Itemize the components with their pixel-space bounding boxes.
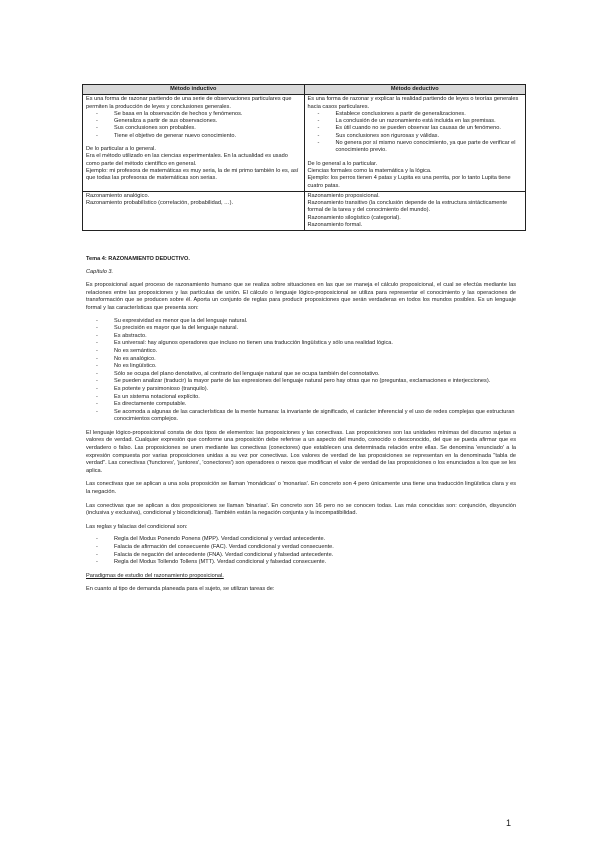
deductive-list <box>308 111 523 155</box>
deductive-type: Razonamiento formal. <box>307 222 363 229</box>
list-item: - Falacia de negación del antecedente (FNA). Verdad condicional y falsedad antecedente. <box>114 552 516 560</box>
paragraph: En cuanto al tipo de demanda planeada para el sujeto, se utilizan tareas de: <box>86 586 275 593</box>
paragraph: Es proposicional aquel proceso de razonamiento humano que se realiza sobre situaciones en las que se maneja el cálculo proposicional, el cual se efectúa mediante las relaciones entre las proposiciones y las partículas de unión. El cálculo o lenguaje lógico-proposicional se utiliza para representar el conocimiento y las operaciones de transformación que se producen sobre él. Aporta un conjunto de reglas para producir proposiciones que serán verdaderas en todos los mundos posibles. Es un lenguaje formal y las características que presenta son: <box>86 282 516 311</box>
list-item: - Se acomoda a algunas de las características de la mente humana: la invariante de significado, el carácter inferencial y el uso de redes complejas que estructuran conocimientos complejos. <box>114 409 516 424</box>
list-item: - No genera por sí mismo nuevo conocimiento, ya que parte de verificar el conocimiento previo. <box>336 140 523 155</box>
list-item: - Es universal: hay algunos operadores que incluso no tienen una traducción lingüística y sólo una realidad lógica. <box>114 340 516 348</box>
list-item: - La conclusión de un razonamiento está incluida en las premisas. <box>336 118 523 125</box>
list-item: - Tiene el objetivo de generar nuevo conocimiento. <box>114 133 301 140</box>
list-item: - Su precisión es mayor que la del lenguaje natural. <box>114 325 516 333</box>
cell-deductive-description <box>304 95 526 192</box>
paragraph: Las reglas y falacias del condicional son: <box>86 523 188 530</box>
inductive-usage: Era el método utilizado en las ciencias experimentales. En la actualidad es usado como parte del método científico en general. <box>86 153 288 167</box>
features-list <box>86 318 516 424</box>
header-inductive: Método inductivo <box>83 85 305 95</box>
deductive-direction: De lo general a lo particular. <box>307 160 378 167</box>
list-item: - Es abstracto. <box>114 333 516 341</box>
cell-deductive-types <box>304 191 526 230</box>
table-row <box>83 191 526 230</box>
list-item: - No es semántico. <box>114 348 516 356</box>
inductive-intro: Es una forma de razonar partiendo de una serie de observaciones particulares que permiten la producción de leyes y conclusiones generales. <box>86 96 292 110</box>
cell-inductive-types <box>83 191 305 230</box>
topic-title: Tema 4: RAZONAMIENTO DEDUCTIVO. <box>86 256 190 262</box>
list-item: - No es lingüístico. <box>114 363 516 371</box>
section-heading: Paradigmas de estudio del razonamiento proposicional. <box>86 572 224 579</box>
list-item: - Regla del Modus Tollendo Tollens (MTT). Verdad condicional y falsedad consecuente. <box>114 559 516 567</box>
list-item: - Sus conclusiones son probables. <box>114 125 301 132</box>
list-item: - Es un sistema notacional explícito. <box>114 394 516 402</box>
list-item: - Establece conclusiones a partir de generalizaciones. <box>336 111 523 118</box>
header-deductive: Método deductivo <box>304 85 526 95</box>
body-text <box>86 256 516 594</box>
deductive-type: Razonamiento proposicional. <box>307 192 380 199</box>
deductive-intro: Es una forma de razonar y explicar la realidad partiendo de leyes o teorías generales hacia casos particulares. <box>307 96 519 110</box>
list-item: - Generaliza a partir de sus observaciones. <box>114 118 301 125</box>
inductive-list <box>86 111 301 140</box>
deductive-example: Ejemplo: los perros tienen 4 patas y Lupita es una perrita, por lo tanto Lupita tiene cuatro patas. <box>307 175 511 189</box>
list-item: - Se basa en la observación de hechos y fenómenos. <box>114 111 301 118</box>
table-row <box>83 95 526 192</box>
page-number: 1 <box>506 818 512 828</box>
cell-inductive-description <box>83 95 305 192</box>
list-item: - Sólo se ocupa del plano denotativo, al contrario del lenguaje natural que se ocupa también del connotativo. <box>114 371 516 379</box>
table-header-row <box>83 85 526 95</box>
paragraph: Las conectivas que se aplican a una sola proposición se llaman 'monádicas' o 'monarias'. En concreto son 4 pero únicamente una tiene una traducción lingüística clara y es la negación. <box>86 481 516 496</box>
list-item: - Sus conclusiones son rigurosas y válidas. <box>336 133 523 140</box>
chapter-title: Capítulo 3. <box>86 268 114 275</box>
inductive-direction: De lo particular a lo general. <box>86 146 156 153</box>
list-item: - Regla del Modus Ponendo Ponens (MPP). Verdad condicional y verdad antecedente. <box>114 536 516 544</box>
inductive-example: Ejemplo: mi profesora de matemáticas es muy seria, la de mi primo también lo es, así que todas las profesoras de matemáticas son serias. <box>86 167 299 182</box>
paragraph: Las conectivas que se aplican a dos proposiciones se llaman 'binarias'. En concreto son 16 pero no se conocen todas. Las más conocidas son: conjunción, disyunción (inclusiva y exclusiva), condicional y bicondicional). También están la negación conjunta y la incompatibilidad. <box>86 502 516 517</box>
list-item: - Es directamente computable. <box>114 401 516 409</box>
inductive-type: Razonamiento analógico. <box>86 192 150 199</box>
list-item: - Es útil cuando no se pueden observar las causas de un fenómeno. <box>336 125 523 132</box>
deductive-type: Razonamiento silogístico (categorial). <box>307 214 401 221</box>
paragraph: El lenguaje lógico-proposicional consta de dos tipos de elementos: las proposiciones y las conectivas. Las proposiciones son las unidades mínimas del discurso sujetas a valores de verdad. Cualquier expresión que conforme una proposición debe referirse a un aspecto del mundo, conocido o desconocido, del que se pueda afirmar que es verdadero o falso. Las proposiciones se unen mediante las conectivas (conectores) que establecen una determinada relación entre ellas. Se denomina 'enunciado' a la expresión compuesta por varias proposiciones unidas a su vez por conectivas. Los valores de verdad de las proposiciones se representan en la denominada "tabla de verdad". Las conectivas ('functores', 'juntores', 'conectores') son operadores o nexos que modifican el valor de verdad de las proposiciones o los enunciados a los que se les aplica. <box>86 429 516 474</box>
list-item: - Su expresividad es menor que la del lenguaje natural. <box>114 318 516 326</box>
list-item: - Se pueden analizar (traducir) la mayor parte de las expresiones del lenguaje natural pero hay otras que no (preguntas, exclamaciones e interjecciones). <box>114 378 516 386</box>
list-item: - No es analógico. <box>114 356 516 364</box>
deductive-usage: Ciencias formales como la matemática y la lógica. <box>307 167 432 174</box>
deductive-type: Razonamiento transitivo (la conclusión depende de la estructura sintácticamente formal de la tarea y del conocimiento del mundo). <box>307 200 508 214</box>
list-item: - Es potente y parsimonioso (tranquilo). <box>114 386 516 394</box>
list-item: - Falacia de afirmación del consecuente (FAC). Verdad condicional y verdad consecuente. <box>114 544 516 552</box>
comparison-table <box>82 84 526 231</box>
rules-list <box>86 536 516 566</box>
inductive-type: Razonamiento probabilístico (correlación, probabilidad, …). <box>86 200 234 207</box>
